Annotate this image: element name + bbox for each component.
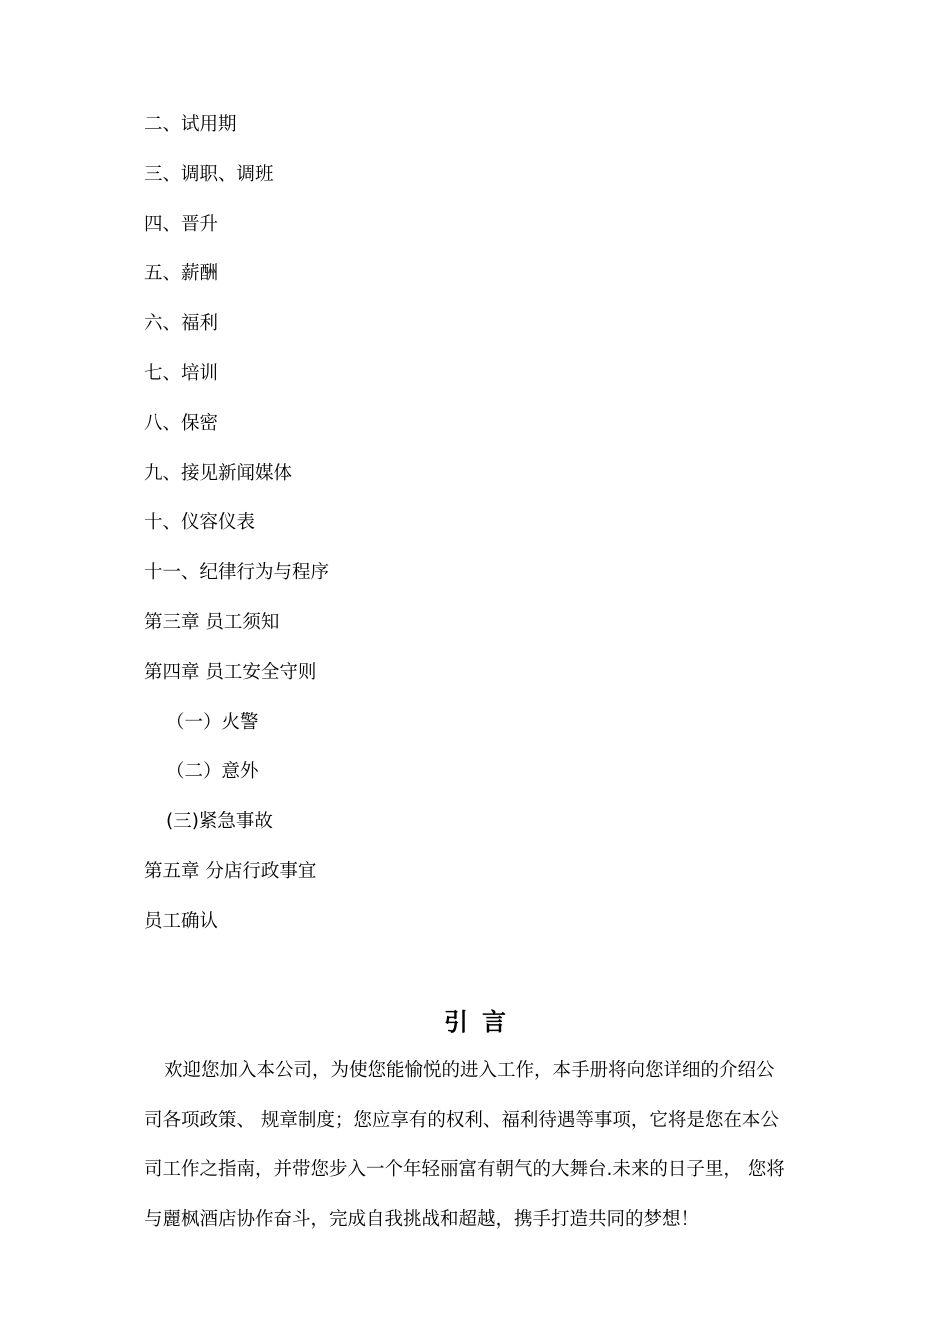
toc-item-confidentiality: 八、保密 (144, 412, 219, 434)
intro-line: 与麗枫酒店协作奋斗，完成自我挑战和超越，携手打造共同的梦想！ (144, 1208, 700, 1230)
toc-item-discipline: 十一、纪律行为与程序 (144, 562, 330, 584)
toc-item-training: 七、培训 (144, 362, 219, 384)
toc-item-media: 九、接见新闻媒体 (144, 462, 293, 484)
intro-line: 欢迎您加入本公司，为使您能愉悦的进入工作，本手册将向您详细的介绍公 (164, 1060, 775, 1081)
toc-item-benefits: 六、福利 (144, 313, 219, 335)
table-of-contents (144, 110, 824, 957)
toc-item-probation: 二、试用期 (144, 114, 237, 135)
toc-item-appearance: 十、仪容仪表 (144, 512, 256, 534)
intro-paragraph (144, 1056, 808, 1254)
intro-line: 司工作之指南，并带您步入一个年轻丽富有朝气的大舞台.未来的日子里， 您将 (144, 1159, 785, 1180)
intro-line: 司各项政策、 规章制度；您应享有的权利、福利待遇等事项，它将是您在本公 (144, 1109, 779, 1131)
toc-item-transfer: 三、调职、调班 (144, 163, 274, 185)
intro-title: 引言 (444, 1008, 520, 1036)
toc-item-emergency: (三)紧急事故 (166, 811, 273, 833)
toc-item-confirmation: 员工确认 (144, 910, 219, 932)
toc-item-fire: （一）火警 (166, 711, 259, 733)
toc-item-chapter-4: 第四章 员工安全守则 (144, 661, 317, 683)
toc-item-salary: 五、薪酬 (144, 263, 219, 285)
toc-item-promotion: 四、晋升 (144, 213, 219, 235)
toc-item-chapter-3: 第三章 员工须知 (144, 611, 280, 633)
toc-item-chapter-5: 第五章 分店行政事宜 (144, 860, 317, 882)
toc-item-accident: （二）意外 (166, 761, 259, 783)
